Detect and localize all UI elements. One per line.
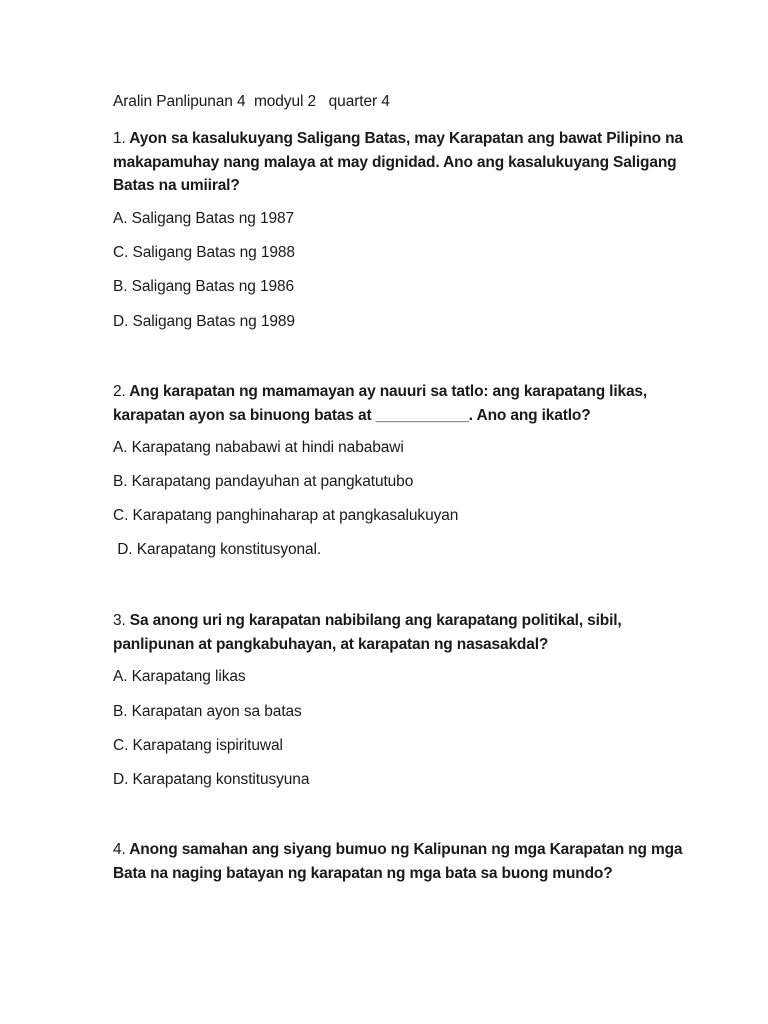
question-number: 2. bbox=[113, 383, 126, 400]
question-1 bbox=[113, 127, 703, 198]
choice-3b: B. Karapatan ayon sa batas bbox=[113, 703, 302, 720]
choice-3c: C. Karapatang ispirituwal bbox=[113, 737, 283, 754]
choice-1c: C. Saligang Batas ng 1988 bbox=[113, 244, 295, 261]
question-number: 4. bbox=[113, 841, 126, 858]
document-header: Aralin Panlipunan 4 modyul 2 quarter 4 bbox=[113, 93, 390, 110]
choice-3d: D. Karapatang konstitusyuna bbox=[113, 771, 310, 788]
choice-2b: B. Karapatang pandayuhan at pangkatutubo bbox=[113, 473, 414, 490]
question-4 bbox=[113, 838, 703, 885]
choice-1d: D. Saligang Batas ng 1989 bbox=[113, 313, 295, 330]
choice-2c: C. Karapatang panghinaharap at pangkasalukuyan bbox=[113, 507, 459, 524]
choice-1a: A. Saligang Batas ng 1987 bbox=[113, 210, 295, 227]
question-text: Ayon sa kasalukuyang Saligang Batas, may Karapatan ang bawat Pilipino na makapamuhay nang malaya at may dignidad. Ano ang kasalukuyang Saligang Batas na umiiral? bbox=[113, 130, 683, 194]
question-text: Ang karapatan ng mamamayan ay nauuri sa tatlo: ang karapatang likas, karapatan ayon sa binuong batas at ___________. Ano ang ikatlo? bbox=[113, 383, 648, 424]
question-number: 3. bbox=[113, 612, 126, 629]
question-3 bbox=[113, 609, 703, 656]
question-number: 1. bbox=[113, 130, 126, 147]
question-2 bbox=[113, 380, 703, 427]
question-text: Anong samahan ang siyang bumuo ng Kalipunan ng mga Karapatan ng mga Bata na naging batayan ng karapatan ng mga bata sa buong mundo? bbox=[113, 841, 683, 882]
question-text: Sa anong uri ng karapatan nabibilang ang karapatang politikal, sibil, panlipunan at pangkabuhayan, at karapatan ng nasasakdal? bbox=[113, 612, 622, 653]
choice-2d: D. Karapatang konstitusyonal. bbox=[113, 541, 322, 558]
choice-3a: A. Karapatang likas bbox=[113, 668, 246, 685]
choice-1b: B. Saligang Batas ng 1986 bbox=[113, 278, 295, 295]
choice-2a: A. Karapatang nababawi at hindi nababawi bbox=[113, 439, 404, 456]
